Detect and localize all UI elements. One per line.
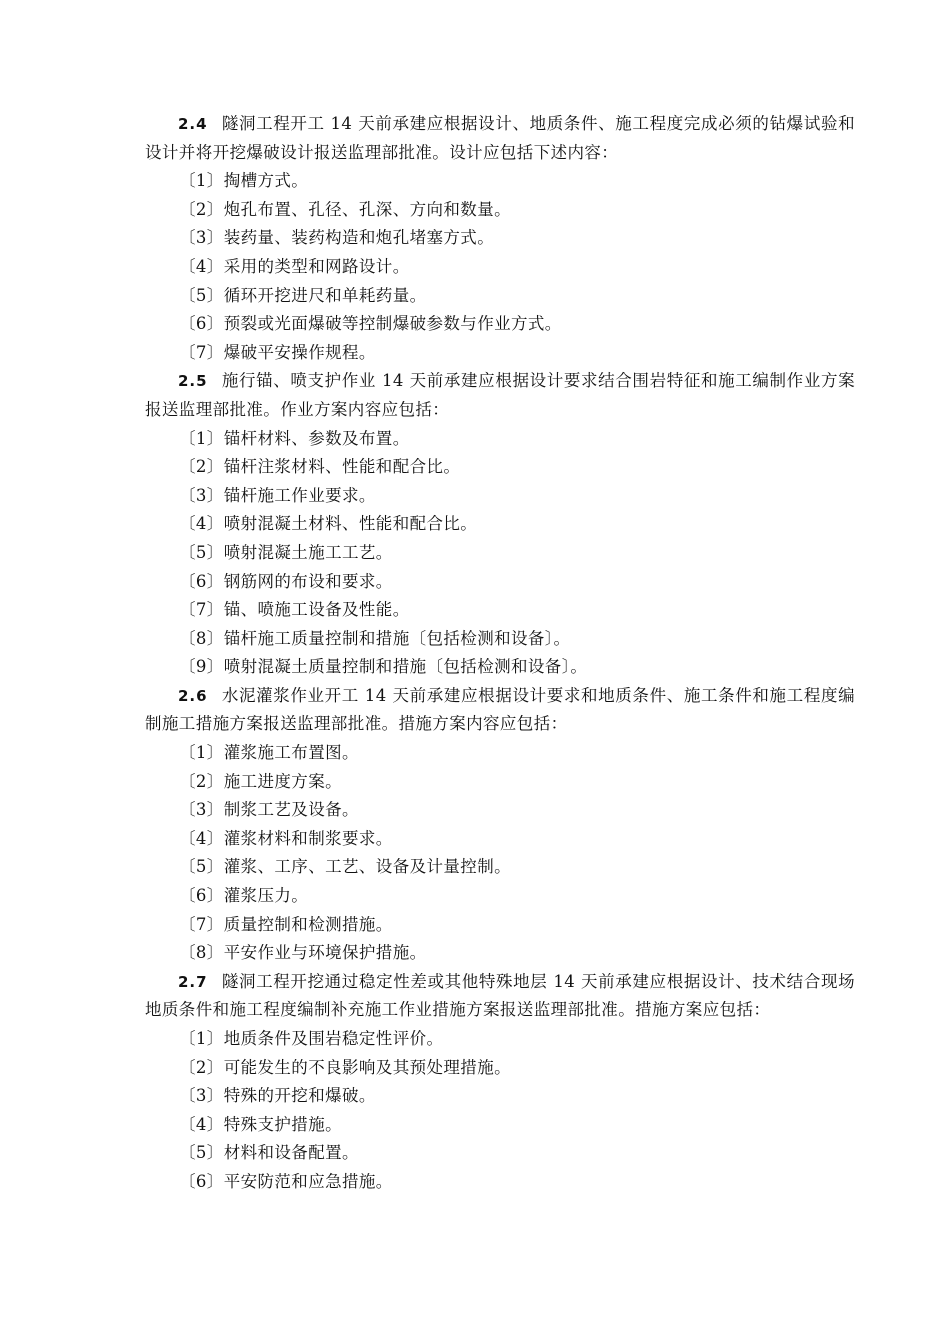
section-paragraph xyxy=(145,110,855,167)
list-item: 〔5〕灌浆、工序、工艺、设备及计量控制。 xyxy=(179,857,511,877)
list-item: 〔6〕预裂或光面爆破等控制爆破参数与作业方式。 xyxy=(179,314,562,334)
section-2-7 xyxy=(145,968,855,1197)
list-item: 〔6〕平安防范和应急措施。 xyxy=(179,1171,393,1191)
section-number: 2.4 xyxy=(178,115,208,133)
list-item: 〔5〕喷射混凝土施工工艺。 xyxy=(179,542,393,562)
list-item: 〔1〕灌浆施工布置图。 xyxy=(179,743,359,763)
list-item: 〔3〕制浆工艺及设备。 xyxy=(179,800,359,820)
section-text: 隧洞工程开挖通过稳定性差或其他特殊地层 14 天前承建应根据设计、技术结合现场地质条件和施工程度编制补充施工作业措施方案报送监理部批准。措施方案应包括： xyxy=(145,971,855,1020)
list-item: 〔4〕采用的类型和网路设计。 xyxy=(179,256,410,276)
list-item: 〔7〕锚、喷施工设备及性能。 xyxy=(179,600,410,620)
list-item: 〔5〕循环开挖进尺和单耗药量。 xyxy=(179,285,427,305)
section-2-5 xyxy=(145,367,855,682)
list-item: 〔5〕材料和设备配置。 xyxy=(179,1143,359,1163)
document-body xyxy=(145,110,855,1197)
section-2-6 xyxy=(145,682,855,968)
list-item: 〔8〕锚杆施工质量控制和措施〔包括检测和设备〕。 xyxy=(179,628,571,648)
list-item: 〔1〕地质条件及围岩稳定性评价。 xyxy=(179,1029,444,1048)
section-text: 水泥灌浆作业开工 14 天前承建应根据设计要求和地质条件、施工条件和施工程度编制施工措施方案报送监理部批准。措施方案内容应包括： xyxy=(145,685,855,734)
section-paragraph xyxy=(145,682,855,739)
section-number: 2.5 xyxy=(178,372,208,391)
list-item: 〔9〕喷射混凝土质量控制和措施〔包括检测和设备〕。 xyxy=(179,657,588,677)
list-item: 〔1〕掏槽方式。 xyxy=(179,171,309,191)
section-number: 2.6 xyxy=(178,686,208,705)
list-item: 〔3〕特殊的开挖和爆破。 xyxy=(179,1086,376,1106)
list-item: 〔2〕施工进度方案。 xyxy=(179,771,342,791)
section-paragraph xyxy=(145,968,855,1025)
list-item: 〔1〕锚杆材料、参数及布置。 xyxy=(179,428,410,448)
list-item: 〔3〕装药量、装药构造和炮孔堵塞方式。 xyxy=(179,228,495,248)
section-text: 施行锚、喷支护作业 14 天前承建应根据设计要求结合围岩特征和施工编制作业方案报送监理部批准。作业方案内容应包括： xyxy=(145,371,855,419)
list-item: 〔4〕灌浆材料和制浆要求。 xyxy=(179,828,393,848)
section-text: 隧洞工程开工 14 天前承建应根据设计、地质条件、施工程度完成必须的钻爆试验和设计并将开挖爆破设计报送监理部批准。设计应包括下述内容： xyxy=(145,114,855,162)
section-paragraph xyxy=(145,367,855,424)
list-item: 〔2〕炮孔布置、孔径、孔深、方向和数量。 xyxy=(179,199,511,219)
section-number: 2.7 xyxy=(178,972,208,991)
list-item: 〔3〕锚杆施工作业要求。 xyxy=(179,485,376,505)
list-item: 〔6〕钢筋网的布设和要求。 xyxy=(179,571,393,591)
list-item: 〔8〕平安作业与环境保护措施。 xyxy=(179,943,427,963)
list-item: 〔4〕特殊支护措施。 xyxy=(179,1114,342,1134)
section-2-4 xyxy=(145,110,855,367)
list-item: 〔4〕喷射混凝土材料、性能和配合比。 xyxy=(179,514,478,534)
list-item: 〔7〕爆破平安操作规程。 xyxy=(179,342,376,362)
list-item: 〔2〕可能发生的不良影响及其预处理措施。 xyxy=(179,1057,511,1077)
list-item: 〔6〕灌浆压力。 xyxy=(179,886,309,906)
list-item: 〔2〕锚杆注浆材料、性能和配合比。 xyxy=(179,457,461,477)
list-item: 〔7〕质量控制和检测措施。 xyxy=(179,914,393,934)
